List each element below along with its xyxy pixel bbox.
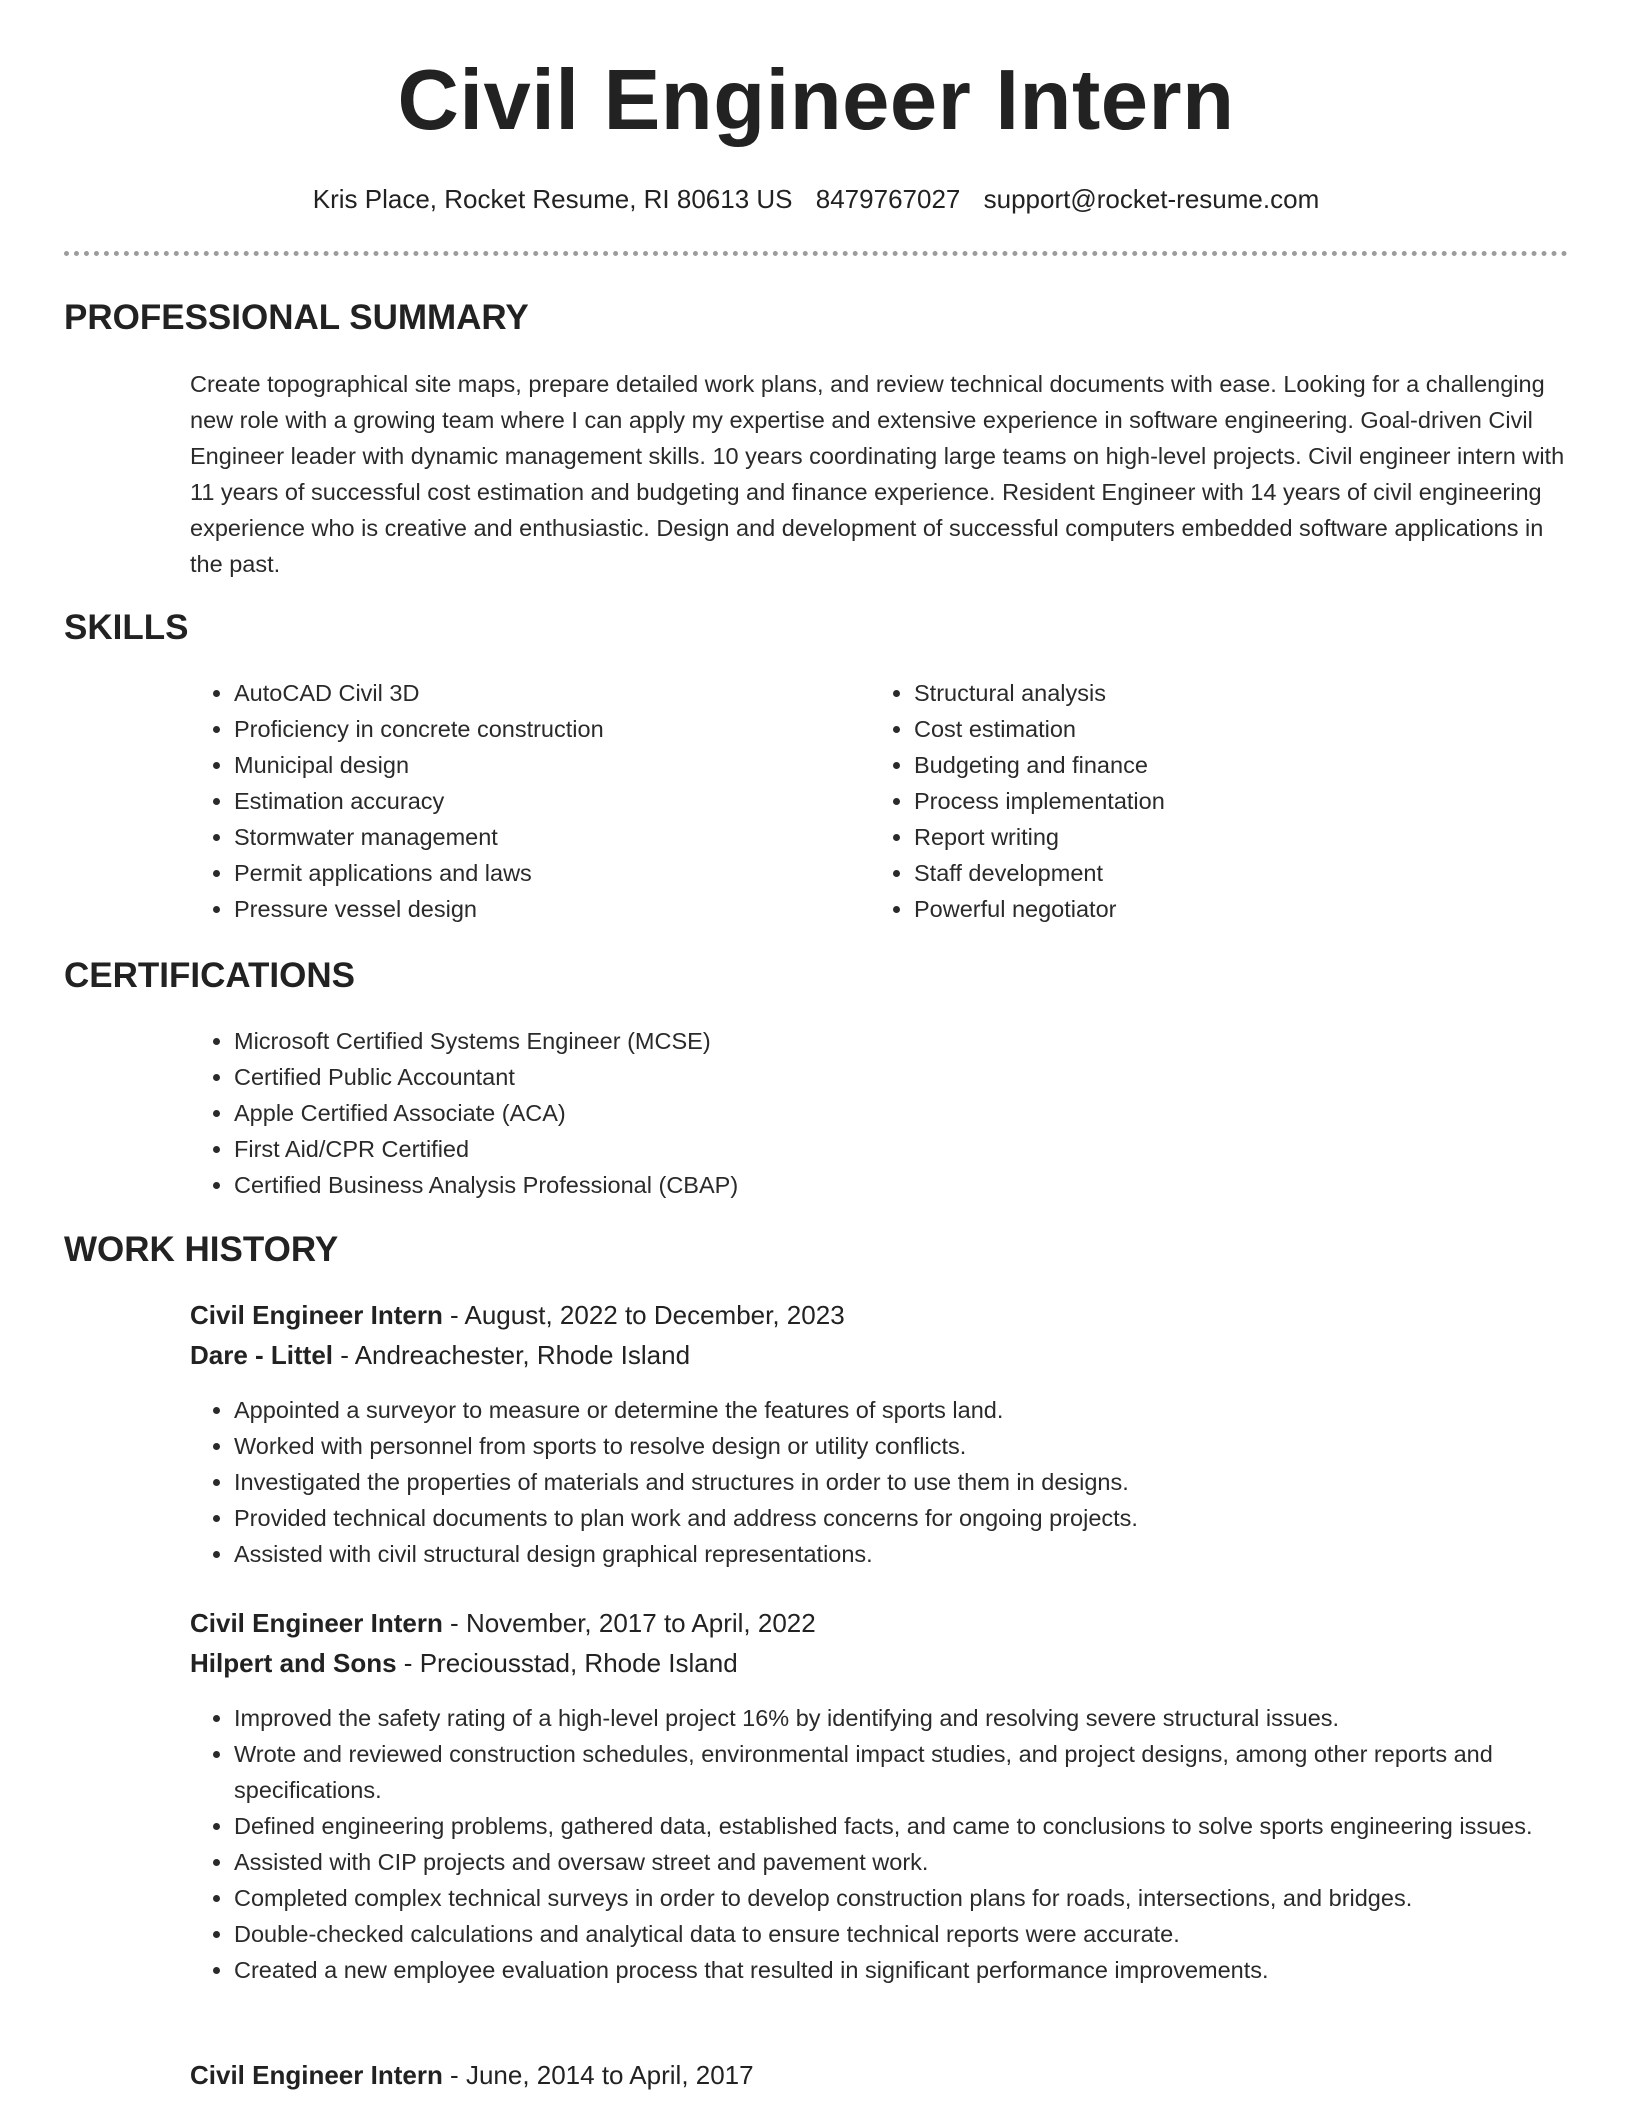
skills-list-left <box>190 675 854 927</box>
job-role: Civil Engineer Intern <box>190 1300 443 1330</box>
job-bullet: • Appointed a surveyor to measure or determine the features of sports land. <box>234 1392 1614 1428</box>
contact-phone: 8479767027 <box>815 184 961 214</box>
skill-item: • Report writing <box>914 819 1574 855</box>
job-dates: June, 2014 to April, 2017 <box>465 2060 754 2090</box>
certifications-heading: CERTIFICATIONS <box>64 956 356 995</box>
skill-item: • Staff development <box>914 855 1574 891</box>
job-bullet: • Worked with personnel from sports to resolve design or utility conflicts. <box>234 1428 1614 1464</box>
job-company-line <box>190 1340 690 1371</box>
job-bullet: • Investigated the properties of materials and structures in order to use them in designs. <box>234 1464 1614 1500</box>
job-bullet: • Completed complex technical surveys in order to develop construction plans for roads, intersections, and bridges. <box>234 1880 1614 1916</box>
summary-text: Create topographical site maps, prepare detailed work plans, and review technical documents with ease. Looking for a challenging new role with a growing team where I can apply my expertise and extensive experience in software engineering. Goal-driven Civil Engineer leader with dynamic management skills. 10 years coordinating large teams on high-level projects. Civil engineer intern with 11 years of successful cost estimation and budgeting and finance experience. Resident Engineer with 14 years of civil engineering experience who is creative and enthusiastic. Design and development of successful computers embedded software applications in the past. <box>190 371 1565 577</box>
skill-item: • Process implementation <box>914 783 1574 819</box>
skill-item: • Structural analysis <box>914 675 1574 711</box>
job-bullet: • Defined engineering problems, gathered data, established facts, and came to conclusions to solve sports engineering issues. <box>234 1808 1614 1844</box>
job-dates: August, 2022 to December, 2023 <box>464 1300 845 1330</box>
certifications-list <box>190 1023 1534 1203</box>
job-dates: November, 2017 to April, 2022 <box>465 1608 816 1638</box>
skill-item: • AutoCAD Civil 3D <box>234 675 854 711</box>
summary-heading: PROFESSIONAL SUMMARY <box>64 298 529 337</box>
job-company: Hilpert and Sons <box>190 1648 397 1678</box>
skill-item: • Stormwater management <box>234 819 854 855</box>
job-bullet: • Improved the safety rating of a high-level project 16% by identifying and resolving severe structural issues. <box>234 1700 1614 1736</box>
job-separator: - <box>442 1608 466 1638</box>
job-bullet: • Assisted with civil structural design graphical representations. <box>234 1536 1614 1572</box>
skills-list-right <box>870 675 1574 927</box>
skill-item: • Pressure vessel design <box>234 891 854 927</box>
skill-item: • Municipal design <box>234 747 854 783</box>
job-company-line <box>190 1648 738 1679</box>
job-bullets <box>190 1392 1614 1572</box>
job-company: Dare - Littel <box>190 1340 334 1370</box>
certification-item: • First Aid/CPR Certified <box>234 1131 1534 1167</box>
skill-item: • Cost estimation <box>914 711 1574 747</box>
job-bullet: • Wrote and reviewed construction schedules, environmental impact studies, and project designs, among other reports and specifications. <box>234 1736 1614 1808</box>
certification-item: • Certified Public Accountant <box>234 1059 1534 1095</box>
job-bullet: • Assisted with CIP projects and oversaw street and pavement work. <box>234 1844 1614 1880</box>
skill-item: • Budgeting and finance <box>914 747 1574 783</box>
job-location: Preciousstad, Rhode Island <box>419 1648 738 1678</box>
job-separator: - <box>396 1648 420 1678</box>
job-title-line <box>190 1608 816 1639</box>
skills-heading: SKILLS <box>64 608 189 647</box>
skill-item: • Powerful negotiator <box>914 891 1574 927</box>
candidate-name: Civil Engineer Intern <box>397 53 1235 148</box>
job-separator: - <box>442 2060 466 2090</box>
skill-item: • Estimation accuracy <box>234 783 854 819</box>
certification-item: • Microsoft Certified Systems Engineer (MCSE) <box>234 1023 1534 1059</box>
work-history-heading: WORK HISTORY <box>64 1230 339 1269</box>
certification-item: • Apple Certified Associate (ACA) <box>234 1095 1534 1131</box>
header-divider <box>64 251 1568 256</box>
job-separator: - <box>333 1340 355 1370</box>
job-title-line <box>190 2060 754 2091</box>
job-bullet: • Provided technical documents to plan work and address concerns for ongoing projects. <box>234 1500 1614 1536</box>
job-separator: - <box>442 1300 465 1330</box>
contact-address: Kris Place, Rocket Resume, RI 80613 US <box>312 184 793 214</box>
certification-item: • Certified Business Analysis Professional (CBAP) <box>234 1167 1534 1203</box>
job-role: Civil Engineer Intern <box>190 2060 443 2090</box>
job-bullet: • Created a new employee evaluation process that resulted in significant performance improvements. <box>234 1952 1614 1988</box>
job-bullet: • Double-checked calculations and analytical data to ensure technical reports were accurate. <box>234 1916 1614 1952</box>
contact-line <box>0 184 1632 215</box>
job-role: Civil Engineer Intern <box>190 1608 443 1638</box>
contact-email: support@rocket-resume.com <box>983 184 1320 214</box>
job-title-line <box>190 1300 845 1331</box>
skill-item: • Proficiency in concrete construction <box>234 711 854 747</box>
skill-item: • Permit applications and laws <box>234 855 854 891</box>
job-bullets <box>190 1700 1614 1988</box>
job-location: Andreachester, Rhode Island <box>354 1340 691 1370</box>
